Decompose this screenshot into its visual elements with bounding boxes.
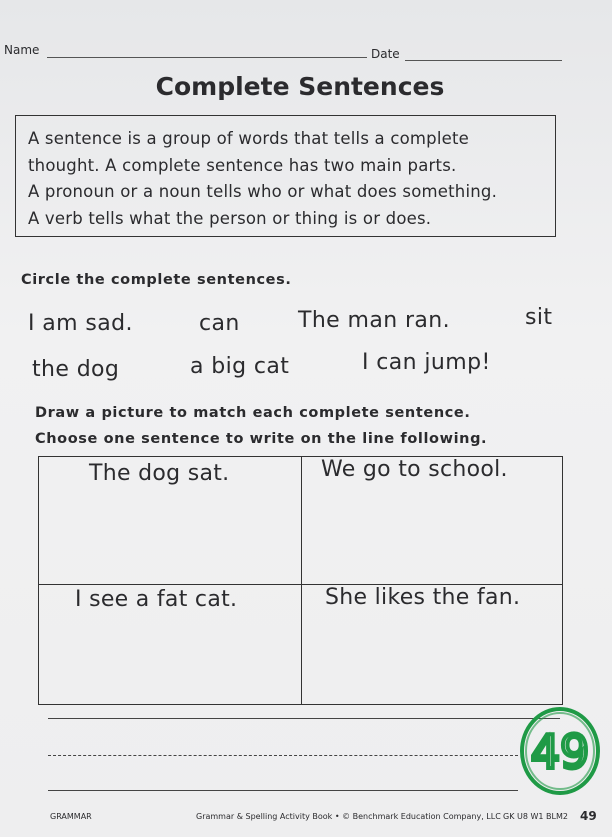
definition-line: A verb tells what the person or thing is or does. xyxy=(28,208,432,228)
grade-stamp-number: 49 xyxy=(530,725,590,779)
choice-phrase[interactable]: can xyxy=(199,311,240,336)
definition-line: thought. A complete sentence has two main parts. xyxy=(28,155,457,175)
definition-line: A pronoun or a noun tells who or what does something. xyxy=(28,182,498,201)
choice-phrase[interactable]: sit xyxy=(525,305,553,330)
drawing-area[interactable] xyxy=(41,491,297,581)
date-field[interactable] xyxy=(405,60,562,61)
page-title: Complete Sentences xyxy=(155,72,445,101)
footer-subject: GRAMMAR xyxy=(50,812,92,821)
definition-line: A sentence is a group of words that tells a complete xyxy=(28,129,469,148)
grid-divider-vertical xyxy=(301,457,302,704)
grade-stamp xyxy=(517,704,603,798)
name-field[interactable] xyxy=(47,57,367,58)
writing-line-middle[interactable] xyxy=(48,755,518,756)
picture-box-label: I see a fat cat. xyxy=(75,587,238,612)
picture-box-label: We go to school. xyxy=(321,457,508,482)
choice-phrase[interactable]: I can jump! xyxy=(362,350,491,375)
drawing-area[interactable] xyxy=(41,619,297,703)
page-number: 49 xyxy=(580,809,597,823)
instruction-write: Choose one sentence to write on the line following. xyxy=(35,431,488,447)
name-label: Name xyxy=(4,43,40,57)
instruction-draw: Draw a picture to match each complete sentence. xyxy=(35,405,471,421)
picture-grid xyxy=(38,456,563,705)
writing-line-top[interactable] xyxy=(48,718,560,719)
choice-phrase[interactable]: I am sad. xyxy=(28,311,133,336)
instruction-circle: Circle the complete sentences. xyxy=(21,272,292,288)
picture-box-label: She likes the fan. xyxy=(325,585,521,610)
picture-box-label: The dog sat. xyxy=(89,461,230,486)
choice-phrase[interactable]: The man ran. xyxy=(298,308,451,333)
choice-phrase[interactable]: a big cat xyxy=(190,354,290,379)
choice-phrase[interactable]: the dog xyxy=(32,357,120,382)
date-label: Date xyxy=(371,47,400,61)
footer-code: GK U8 W1 BLM2 xyxy=(503,812,568,821)
definition-box xyxy=(15,115,556,237)
drawing-area[interactable] xyxy=(305,619,561,703)
footer-copyright: Grammar & Spelling Activity Book • © Benchmark Education Company, LLC xyxy=(196,812,501,821)
drawing-area[interactable] xyxy=(305,491,561,581)
writing-line-bottom[interactable] xyxy=(48,790,518,791)
